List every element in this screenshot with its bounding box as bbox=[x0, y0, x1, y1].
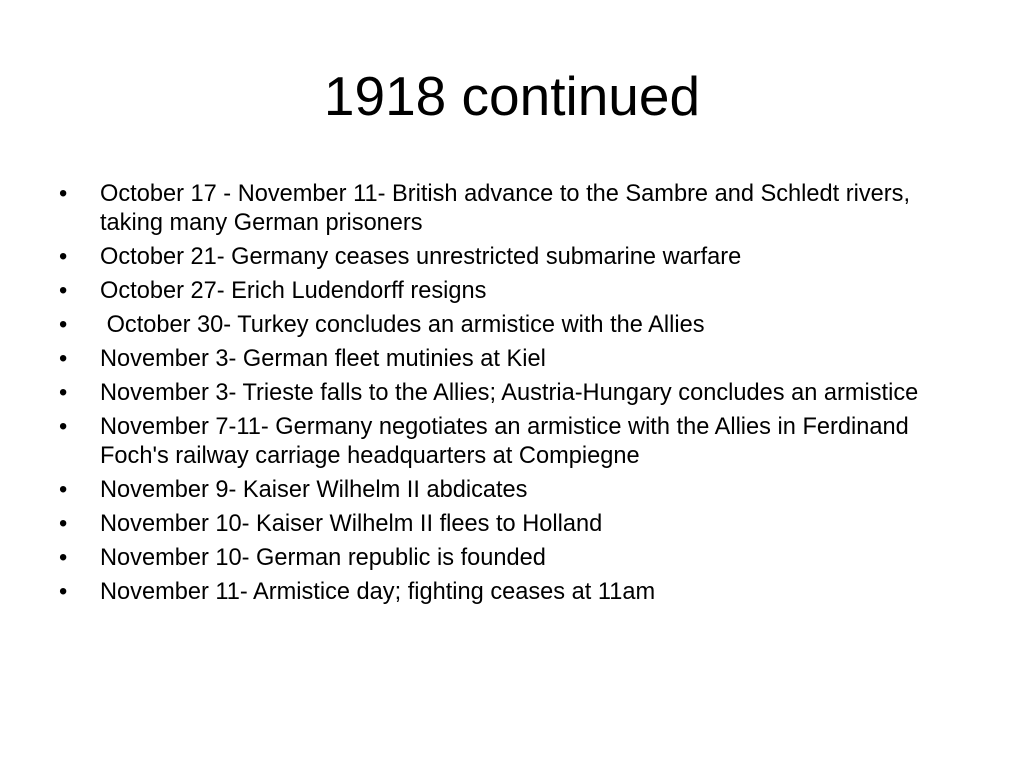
bullet-text: November 7-11- Germany negotiates an armistice with the Allies in Ferdinand Foch's railway carriage headquarters at Compiegne bbox=[100, 414, 916, 469]
bullet-item bbox=[59, 510, 959, 539]
bullet-item bbox=[59, 311, 959, 340]
bullet-icon: • bbox=[59, 578, 68, 605]
bullet-icon: • bbox=[59, 379, 68, 406]
bullet-text: November 9- Kaiser Wilhelm II abdicates bbox=[100, 476, 528, 503]
bullet-text: October 30- Turkey concludes an armistice with the Allies bbox=[100, 311, 705, 338]
bullet-text: October 21- Germany ceases unrestricted submarine warfare bbox=[100, 243, 742, 270]
bullet-text: November 3- Trieste falls to the Allies; Austria-Hungary concludes an armistice bbox=[100, 379, 919, 406]
bullet-text: November 10- German republic is founded bbox=[100, 544, 546, 571]
bullet-icon: • bbox=[59, 345, 68, 372]
bullet-item bbox=[59, 379, 959, 408]
bullet-text: November 3- German fleet mutinies at Kiel bbox=[100, 345, 546, 372]
bullet-text: November 10- Kaiser Wilhelm II flees to Holland bbox=[100, 510, 603, 537]
bullet-item bbox=[59, 277, 959, 306]
bullet-icon: • bbox=[59, 414, 68, 441]
bullet-text: October 27- Erich Ludendorff resigns bbox=[100, 277, 487, 304]
bullet-item bbox=[59, 476, 959, 505]
bullet-icon: • bbox=[59, 510, 68, 537]
bullet-text: October 17 - November 11- British advance to the Sambre and Schledt rivers, taking many German prisoners bbox=[100, 181, 917, 236]
slide-title: 1918 continued bbox=[323, 65, 701, 127]
bullet-text: November 11- Armistice day; fighting ceases at 11am bbox=[100, 578, 656, 605]
bullet-icon: • bbox=[59, 277, 68, 304]
bullet-item bbox=[59, 413, 959, 470]
bullet-icon: • bbox=[59, 476, 68, 503]
bullet-item bbox=[59, 243, 959, 272]
bullet-item bbox=[59, 180, 959, 237]
bullet-item bbox=[59, 544, 959, 573]
bullet-icon: • bbox=[59, 311, 68, 338]
bullet-list bbox=[59, 180, 959, 612]
bullet-icon: • bbox=[59, 544, 68, 571]
bullet-icon: • bbox=[59, 243, 68, 270]
bullet-item bbox=[59, 578, 959, 607]
bullet-item bbox=[59, 345, 959, 374]
bullet-icon: • bbox=[59, 181, 68, 207]
